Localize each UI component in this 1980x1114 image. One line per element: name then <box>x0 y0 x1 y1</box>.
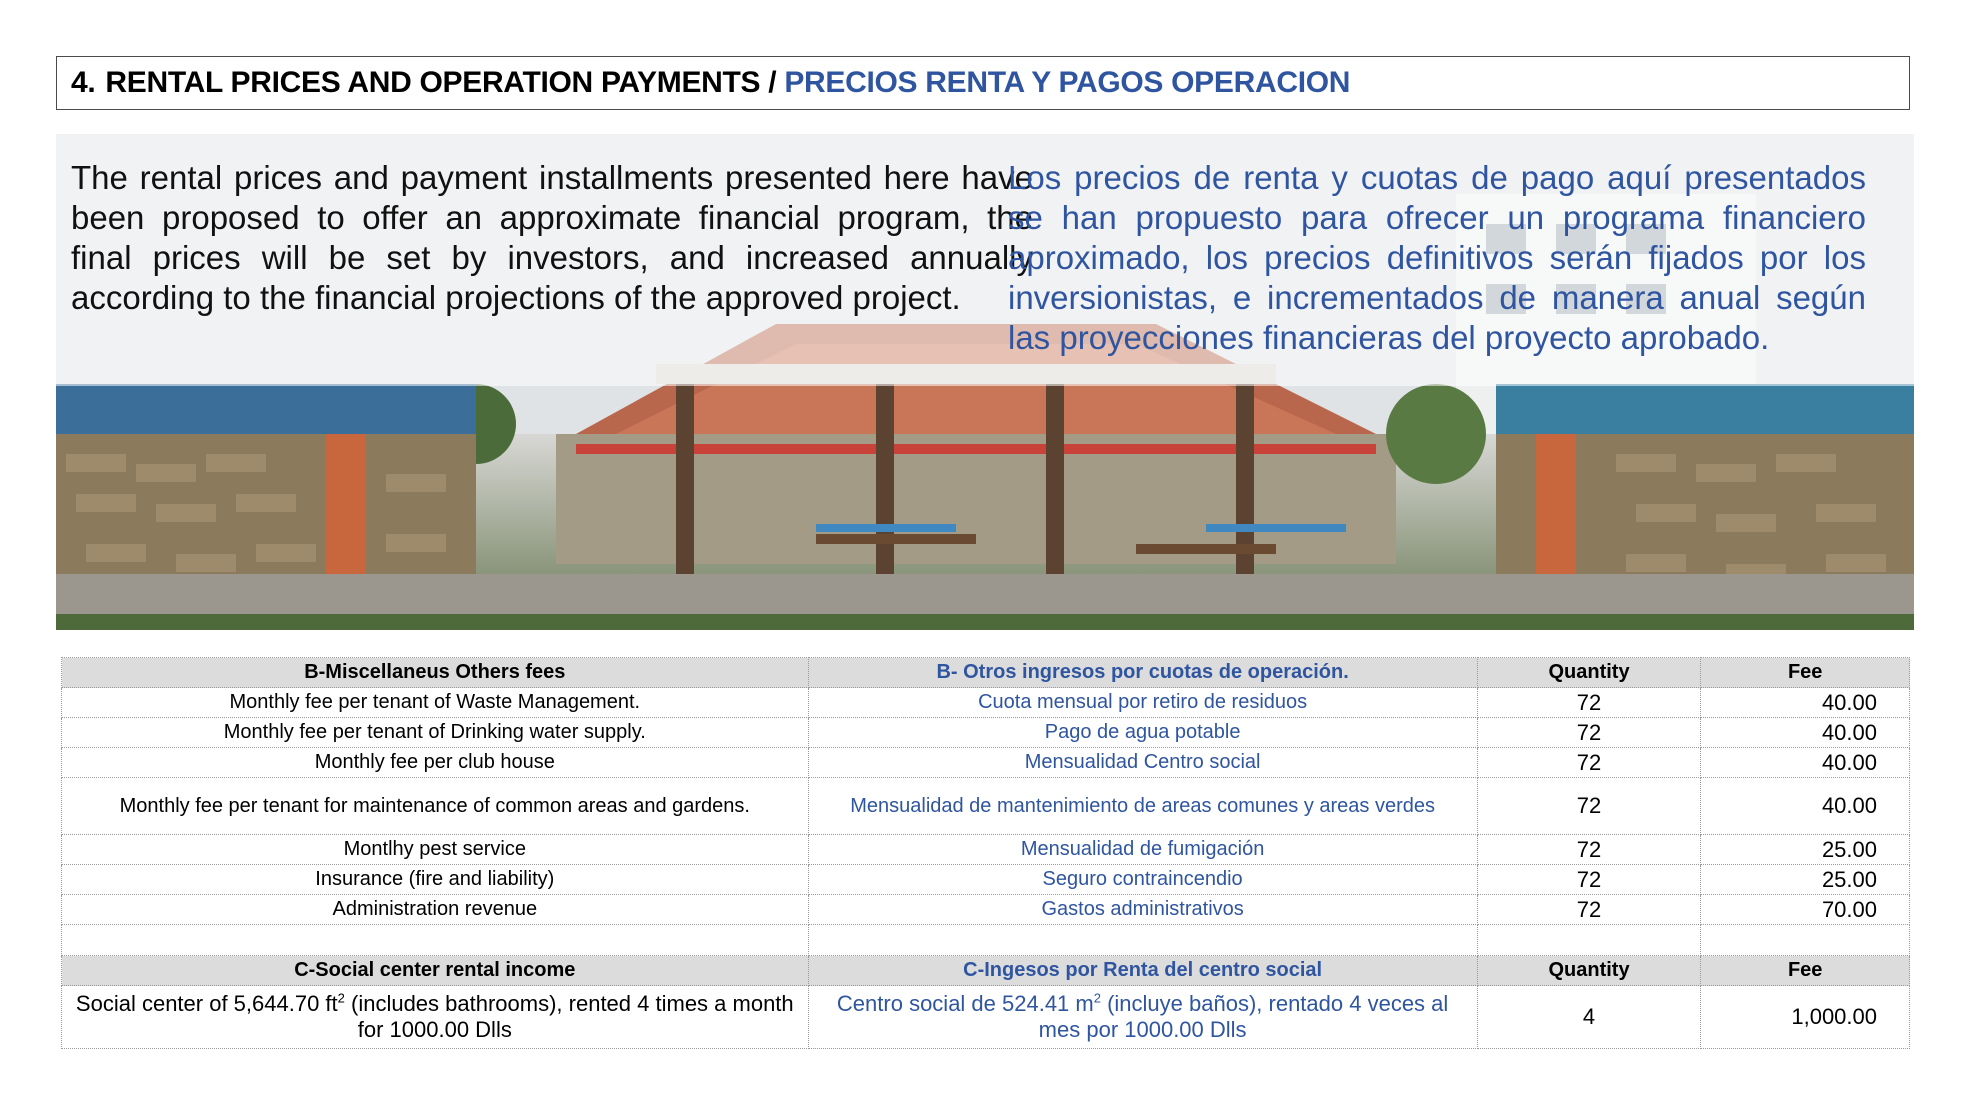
spacer-cell <box>808 925 1477 956</box>
social-en-post: (includes bathrooms), rented 4 times a month for 1000.00 Dlls <box>344 991 794 1042</box>
row-fee: 70.00 <box>1701 895 1910 925</box>
social-description-es <box>808 986 1477 1049</box>
social-header-quantity: Quantity <box>1477 956 1701 986</box>
misc-header-en: B-Miscellaneus Others fees <box>62 658 809 688</box>
row-fee: 25.00 <box>1701 835 1910 865</box>
row-description-es: Mensualidad Centro social <box>808 748 1477 778</box>
social-description-en <box>62 986 809 1049</box>
row-quantity: 72 <box>1477 748 1701 778</box>
row-description-en: Monthly fee per tenant of Drinking water supply. <box>62 718 809 748</box>
spacer-cell <box>1701 925 1910 956</box>
section-title-es: PRECIOS RENTA Y PAGOS OPERACION <box>784 66 1351 99</box>
row-fee: 40.00 <box>1701 748 1910 778</box>
section-title-en: RENTAL PRICES AND OPERATION PAYMENTS / <box>105 66 777 99</box>
social-en-pre: Social center of 5,644.70 ft <box>75 991 338 1016</box>
misc-header-quantity: Quantity <box>1477 658 1701 688</box>
social-header-fee: Fee <box>1701 956 1910 986</box>
row-quantity: 72 <box>1477 718 1701 748</box>
row-description-en: Montlhy pest service <box>62 835 809 865</box>
social-es-pre: Centro social de 524.41 m <box>836 991 1094 1016</box>
social-header-row <box>62 956 1910 986</box>
social-fee: 1,000.00 <box>1701 986 1910 1049</box>
fees-table <box>61 657 1910 1049</box>
table-row <box>62 748 1910 778</box>
row-fee: 40.00 <box>1701 718 1910 748</box>
row-description-es: Cuota mensual por retiro de residuos <box>808 688 1477 718</box>
row-quantity: 72 <box>1477 835 1701 865</box>
table-row <box>62 895 1910 925</box>
row-description-en: Monthly fee per tenant of Waste Management. <box>62 688 809 718</box>
row-description-es: Mensualidad de mantenimiento de areas comunes y areas verdes <box>808 778 1477 835</box>
row-quantity: 72 <box>1477 895 1701 925</box>
section-title <box>56 56 1910 110</box>
social-es-post: (incluye baños), rentado 4 veces al mes por 1000.00 Dlls <box>1038 991 1449 1042</box>
spacer-cell <box>1477 925 1701 956</box>
row-description-en: Insurance (fire and liability) <box>62 865 809 895</box>
misc-header-fee: Fee <box>1701 658 1910 688</box>
row-fee: 40.00 <box>1701 688 1910 718</box>
row-description-es: Mensualidad de fumigación <box>808 835 1477 865</box>
intro-text-en: The rental prices and payment installments presented here have been proposed to offer an approximate financial program, the final prices will be set by investors, and increased annually according to the financial projections of the approved project. <box>71 159 1033 316</box>
social-header-en: C-Social center rental income <box>62 956 809 986</box>
social-es-sup: 2 <box>1093 990 1101 1006</box>
social-header-es: C-Ingesos por Renta del centro social <box>808 956 1477 986</box>
row-description-en: Monthly fee per club house <box>62 748 809 778</box>
section-number: 4. <box>71 66 96 99</box>
row-quantity: 72 <box>1477 688 1701 718</box>
row-fee: 25.00 <box>1701 865 1910 895</box>
row-description-en: Administration revenue <box>62 895 809 925</box>
table-row <box>62 986 1910 1049</box>
table-row <box>62 718 1910 748</box>
row-description-es: Seguro contraincendio <box>808 865 1477 895</box>
spacer-cell <box>62 925 809 956</box>
table-row <box>62 865 1910 895</box>
table-row <box>62 688 1910 718</box>
table-row <box>62 778 1910 835</box>
misc-header-es: B- Otros ingresos por cuotas de operación. <box>808 658 1477 688</box>
social-quantity: 4 <box>1477 986 1701 1049</box>
intro-text-es: Los precios de renta y cuotas de pago aquí presentados se han propuesto para ofrecer un programa financiero aproximado, los precios definitivos serán fijados por los inversionistas, e incrementados de manera anual según las proyecciones financieras del proyecto aprobado. <box>1008 159 1866 356</box>
row-description-en: Monthly fee per tenant for maintenance of common areas and gardens. <box>62 778 809 835</box>
misc-header-row <box>62 658 1910 688</box>
row-quantity: 72 <box>1477 778 1701 835</box>
row-description-es: Gastos administrativos <box>808 895 1477 925</box>
social-en-sup: 2 <box>337 990 345 1006</box>
spacer-row <box>62 925 1910 956</box>
table-row <box>62 835 1910 865</box>
row-description-es: Pago de agua potable <box>808 718 1477 748</box>
hero-rendering <box>56 134 1914 630</box>
row-fee: 40.00 <box>1701 778 1910 835</box>
row-quantity: 72 <box>1477 865 1701 895</box>
